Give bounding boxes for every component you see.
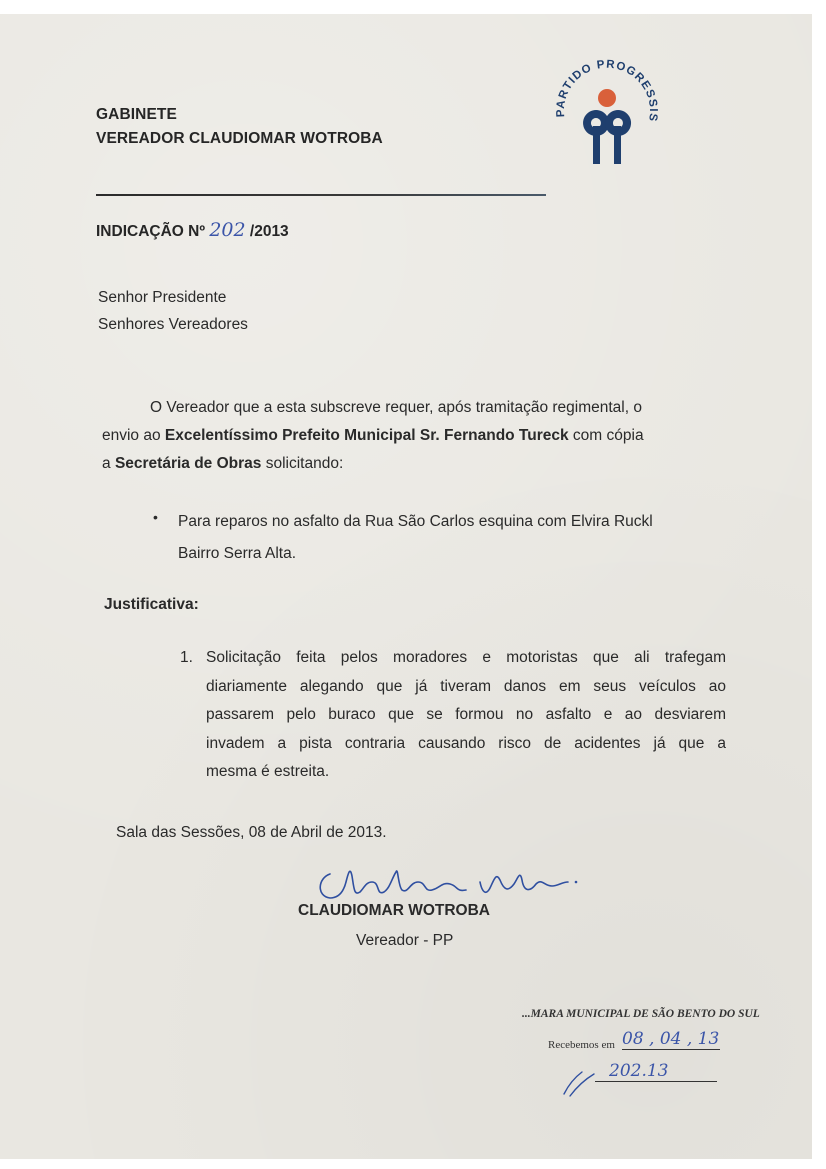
justification-line-3: passarem pelo buraco que se formou no asfalto e ao desviarem	[206, 706, 726, 723]
party-logo	[548, 54, 666, 172]
signature-name: CLAUDIOMAR WOTROBA	[298, 902, 491, 919]
salutation-line-councilors: Senhores Vereadores	[98, 316, 248, 333]
document-page	[0, 14, 812, 1159]
indication-prefix: INDICAÇÃO Nº	[96, 223, 205, 240]
indication-number-handwritten: 202	[209, 219, 246, 241]
request-line-2-pre: envio ao	[102, 427, 165, 444]
mayor-name: Excelentíssimo Prefeito Municipal Sr. Fernando Tureck	[164, 427, 569, 444]
stamp-initial-mark	[560, 1066, 600, 1098]
request-paragraph	[102, 394, 702, 478]
party-name-arc: PARTIDO PROGRESSIS	[554, 58, 660, 124]
justification-line-1: Solicitação feita pelos moradores e motoristas que ali trafegam	[206, 649, 726, 666]
request-line-3-post: solicitando:	[261, 455, 344, 472]
signature-role: Vereador - PP	[356, 932, 454, 949]
bullet-item	[178, 506, 653, 570]
indication-title	[96, 219, 289, 241]
justification-line-5: mesma é estreita.	[206, 763, 330, 780]
stamp-protocol-number: 202.13	[595, 1061, 717, 1082]
bullet-line-2: Bairro Serra Alta.	[178, 545, 297, 562]
justification-line-2: diariamente alegando que já tiveram danos em seus veículos ao	[206, 677, 726, 695]
justification-item	[206, 644, 726, 787]
indication-year: /2013	[249, 223, 289, 240]
councilor-title: VEREADOR CLAUDIOMAR WOTROBA	[96, 130, 383, 147]
justification-title: Justificativa:	[104, 596, 199, 613]
justification-line-4: invadem a pista contraria causando risco de acidentes já que a	[206, 734, 726, 752]
request-line-1: O Vereador que a esta subscreve requer, após tramitação regimental, o	[150, 399, 642, 416]
salutation	[98, 284, 248, 338]
party-logo-graphic	[548, 54, 666, 172]
request-line-2	[102, 422, 702, 450]
bullet-line-1: Para reparos no asfalto da Rua São Carlos esquina com Elvira Ruckl	[178, 513, 653, 530]
bullet-icon: •	[153, 509, 158, 525]
pp-monogram-icon	[583, 110, 631, 164]
department-name: Secretária de Obras	[114, 455, 262, 472]
stamp-received-date: 08 , 04 , 13	[622, 1029, 720, 1049]
logo-dot-icon	[598, 89, 616, 107]
header-divider	[96, 194, 546, 196]
request-line-3-pre: a	[102, 455, 115, 472]
request-line-3	[102, 450, 702, 478]
justification-item-number: 1.	[180, 649, 193, 666]
request-line-2-post: com cópia	[568, 427, 644, 444]
office-title: GABINETE	[96, 106, 177, 123]
place-date: Sala das Sessões, 08 de Abril de 2013.	[116, 824, 387, 841]
stamp-header: ...MARA MUNICIPAL DE SÃO BENTO DO SUL	[522, 1008, 760, 1020]
stamp-received-label: Recebemos em	[548, 1039, 615, 1051]
salutation-line-president: Senhor Presidente	[98, 289, 227, 306]
